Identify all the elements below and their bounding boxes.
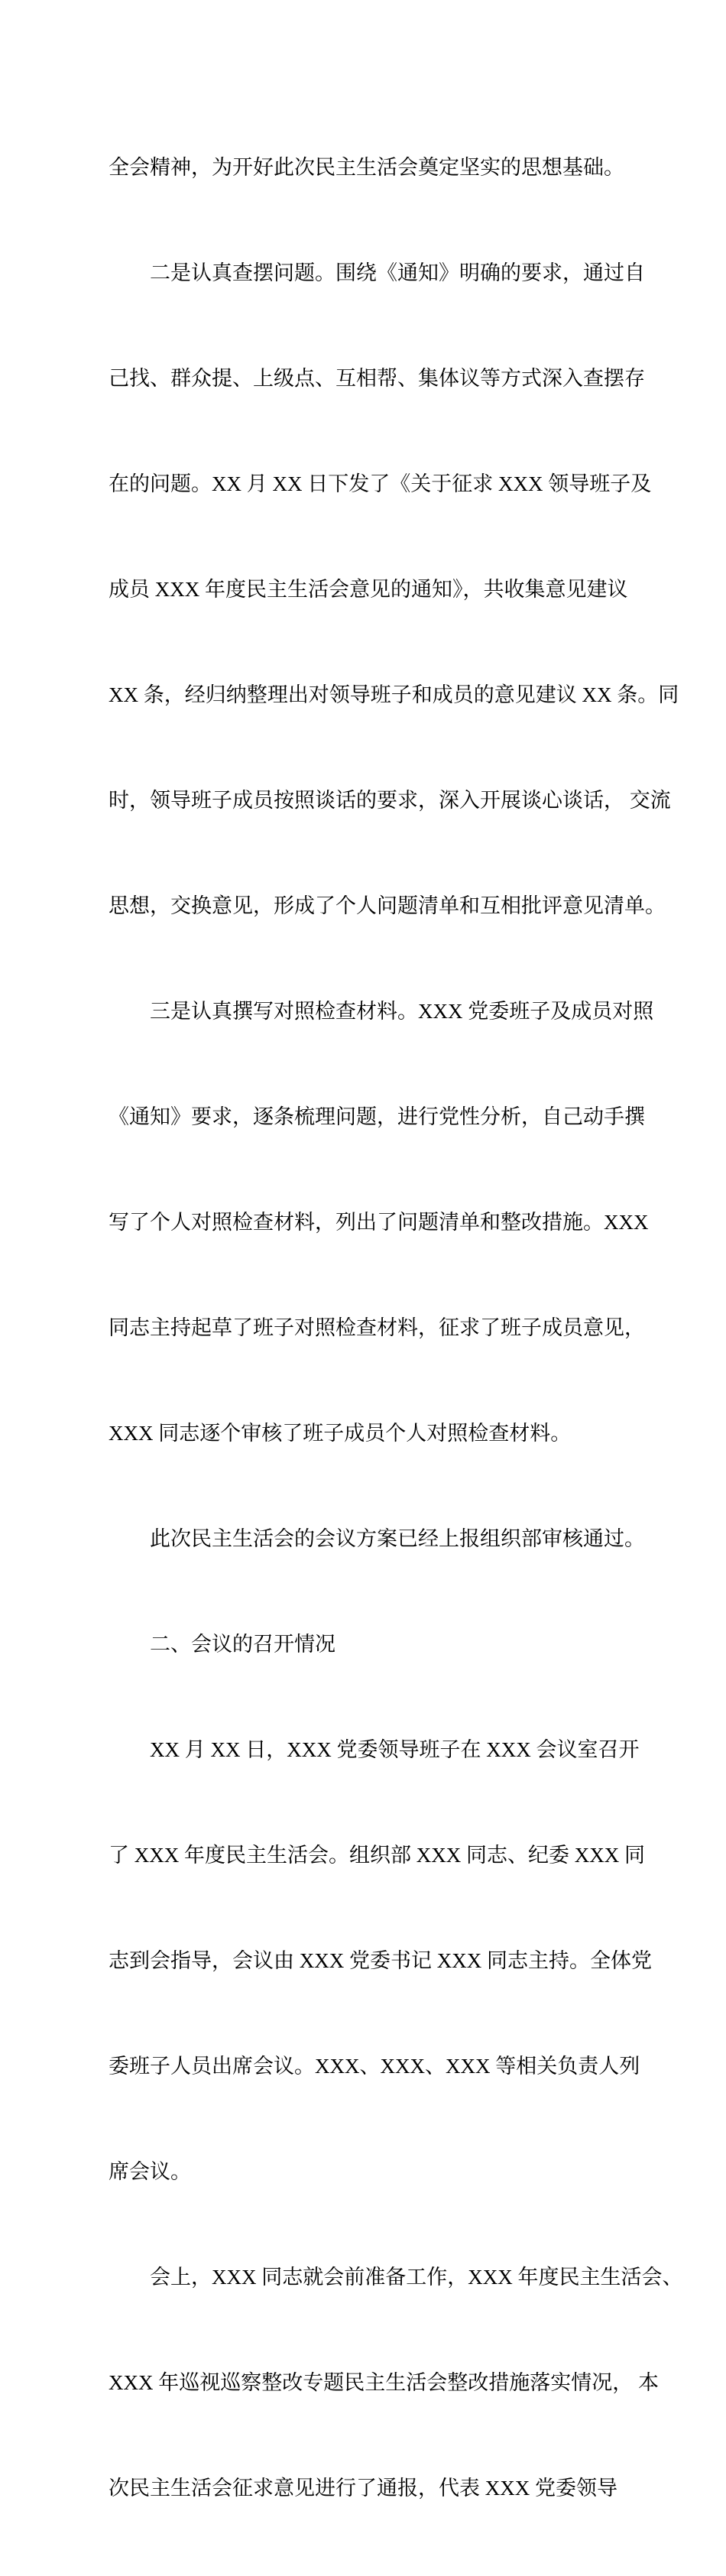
text-line: 同志主持起草了班子对照检查材料，征求了班子成员意见， [109, 1316, 645, 1339]
text-line: 席会议。 [109, 2160, 191, 2183]
text-line: 三是认真撰写对照检查材料。XXX 党委班子及成员对照 [109, 1000, 654, 1023]
text-line: 此次民主生活会的会议方案已经上报组织部审核通过。 [109, 1527, 645, 1550]
text-line: 时，领导班子成员按照谈话的要求，深入开展谈心谈话， 交流 [109, 789, 671, 812]
text-line: 二是认真查摆问题。围绕《通知》明确的要求，通过自 [109, 261, 645, 284]
text-line: 在的问题。XX 月 XX 日下发了《关于征求 XXX 领导班子及 [109, 472, 652, 495]
text-line: XXX 年巡视巡察整改专题民主生活会整改措施落实情况， 本 [109, 2371, 659, 2394]
text-line: 《通知》要求，逐条梳理问题，进行党性分析，自己动手撰 [109, 1105, 645, 1128]
section-heading: 二、会议的召开情况 [109, 1633, 335, 1656]
text-line: 次民主生活会征求意见进行了通报，代表 XXX 党委领导 [109, 2477, 617, 2500]
text-line: 己找、群众提、上级点、互相帮、集体议等方式深入查摆存 [109, 367, 645, 390]
text-line: 会上，XXX 同志就会前准备工作，XXX 年度民主生活会、 [109, 2266, 683, 2289]
text-line: XXX 同志逐个审核了班子成员个人对照检查材料。 [109, 1422, 572, 1445]
text-line: 思想，交换意见，形成了个人问题清单和互相批评意见清单。 [109, 894, 666, 917]
text-line: 成员 XXX 年度民主生活会意见的通知》，共收集意见建议 [109, 578, 628, 601]
text-line: XX 月 XX 日，XXX 党委领导班子在 XXX 会议室召开 [109, 1738, 640, 1761]
text-line: 全会精神，为开好此次民主生活会奠定坚实的思想基础。 [109, 156, 624, 179]
text-line: XX 条，经归纳整理出对领导班子和成员的意见建议 XX 条。同 [109, 683, 679, 706]
text-line: 志到会指导，会议由 XXX 党委书记 XXX 同志主持。全体党 [109, 1949, 652, 1972]
document-text-body [109, 79, 683, 2576]
text-line: 了 XXX 年度民主生活会。组织部 XXX 同志、纪委 XXX 同 [109, 1844, 645, 1867]
text-line: 写了个人对照检查材料，列出了问题清单和整改措施。XXX [109, 1211, 649, 1234]
text-line: 委班子人员出席会议。XXX、XXX、XXX 等相关负责人列 [109, 2055, 640, 2078]
